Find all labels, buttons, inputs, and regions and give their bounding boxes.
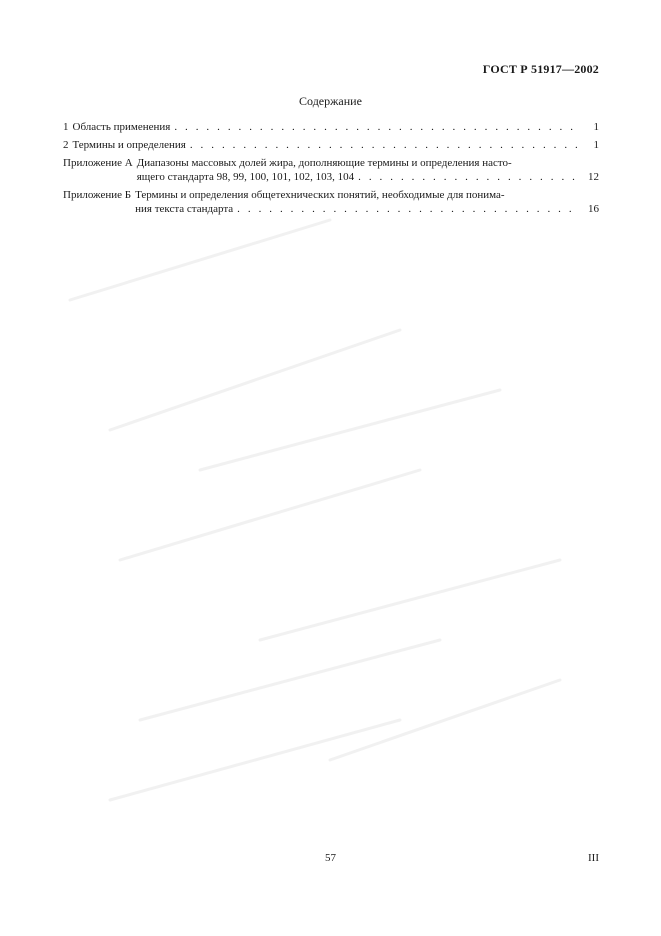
toc-title: Содержание	[299, 94, 362, 108]
toc-dot-leader	[190, 138, 577, 152]
toc-entry-title-line-2: ящего стандарта 98, 99, 100, 101, 102, 103, 104	[136, 171, 355, 183]
toc-dot-leader	[358, 170, 577, 184]
page-number: 57	[325, 852, 336, 864]
toc-entry-appendix-label: Приложение А	[63, 157, 133, 169]
document-code: ГОСТ Р 51917—2002	[482, 62, 599, 76]
toc-entry-appendix-label: Приложение Б	[63, 189, 132, 201]
table-of-contents	[63, 120, 599, 220]
toc-entry-number: 1	[63, 121, 69, 133]
toc-dot-leader	[174, 120, 577, 134]
toc-entry-number: 2	[63, 139, 69, 151]
toc-entry-page: 12	[588, 171, 599, 183]
roman-page-number: III	[588, 852, 599, 864]
toc-entry-appendix-a[interactable]	[63, 156, 599, 184]
toc-entry-title-line-2: ния текста стандарта	[135, 203, 234, 215]
toc-entry-appendix-b[interactable]	[63, 188, 599, 216]
toc-entry-page: 1	[593, 139, 599, 151]
toc-entry-page: 1	[593, 121, 599, 133]
toc-entry-title: Термины и определения	[72, 139, 186, 151]
toc-entry-title-line-1: Термины и определения общетехнических понятий, необходимые для понима-	[135, 189, 505, 201]
toc-entry-title: Область применения	[72, 121, 171, 133]
toc-dot-leader	[237, 202, 577, 216]
toc-entry-page: 16	[588, 203, 599, 215]
toc-entry-terms[interactable]	[63, 138, 599, 152]
toc-entry-scope[interactable]	[63, 120, 599, 134]
toc-entry-title-line-1: Диапазоны массовых долей жира, дополняющие термины и определения насто-	[136, 157, 512, 169]
